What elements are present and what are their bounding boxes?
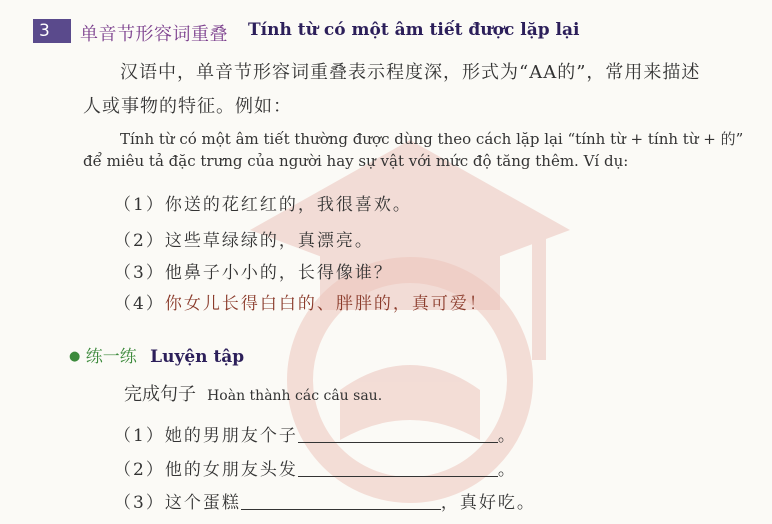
intro-chinese-line-1: 汉语中，单音节形容词重叠表示程度深，形式为“AA的”，常用来描述 [120, 62, 701, 83]
example-item [114, 289, 488, 314]
exercise-prefix: 她的男朋友个子 [164, 426, 298, 446]
exercise-suffix: 。 [497, 460, 517, 480]
exercise-suffix: 。 [497, 426, 517, 446]
answer-blank[interactable] [241, 493, 441, 510]
bullet-icon: ● [69, 349, 81, 364]
exercise-suffix: ，真好吃。 [440, 493, 536, 513]
intro-vietnamese-line-1: Tính từ có một âm tiết thường được dùng theo cách lặp lại “tính từ + tính từ + 的” [120, 130, 744, 148]
section-title-chinese: 单音节形容词重叠 [80, 24, 228, 45]
example-text: 你送的花红红的，我很喜欢。 [164, 195, 412, 215]
practice-instruction [124, 380, 382, 406]
exercise-item [114, 488, 536, 513]
example-item [114, 190, 412, 215]
exercise-item [114, 421, 517, 446]
practice-title-chinese: 练一练 [85, 347, 137, 367]
example-item [114, 258, 393, 283]
example-text: 他鼻子小小的，长得像谁？ [164, 263, 393, 283]
section-number-badge: 3 [33, 19, 71, 43]
exercise-prefix: 这个蛋糕 [164, 493, 241, 513]
example-number: （3） [114, 263, 165, 283]
exercise-number: （2） [114, 460, 165, 480]
example-text: 你女儿长得白白的、胖胖的，真可爱！ [164, 294, 488, 314]
example-text: 这些草绿绿的，真漂亮。 [164, 231, 374, 251]
intro-chinese-line-2: 人或事物的特征。例如： [83, 96, 292, 117]
exercise-prefix: 他的女朋友头发 [164, 460, 298, 480]
example-number: （4） [114, 294, 165, 314]
practice-header [69, 342, 244, 367]
example-item [114, 226, 374, 251]
exercise-number: （3） [114, 493, 165, 513]
example-number: （1） [114, 195, 165, 215]
intro-vietnamese-line-2: để miêu tả đặc trưng của người hay sự vật với mức độ tăng thêm. Ví dụ: [83, 152, 629, 170]
exercise-number: （1） [114, 426, 165, 446]
instruction-chinese: 完成句子 [124, 384, 196, 405]
exercise-item [114, 455, 517, 480]
instruction-vietnamese: Hoàn thành các câu sau. [207, 388, 383, 404]
section-title-vietnamese: Tính từ có một âm tiết được lặp lại [248, 20, 580, 40]
answer-blank[interactable] [298, 460, 498, 477]
example-number: （2） [114, 231, 165, 251]
practice-title-vietnamese: Luyện tập [150, 347, 245, 367]
answer-blank[interactable] [298, 426, 498, 443]
